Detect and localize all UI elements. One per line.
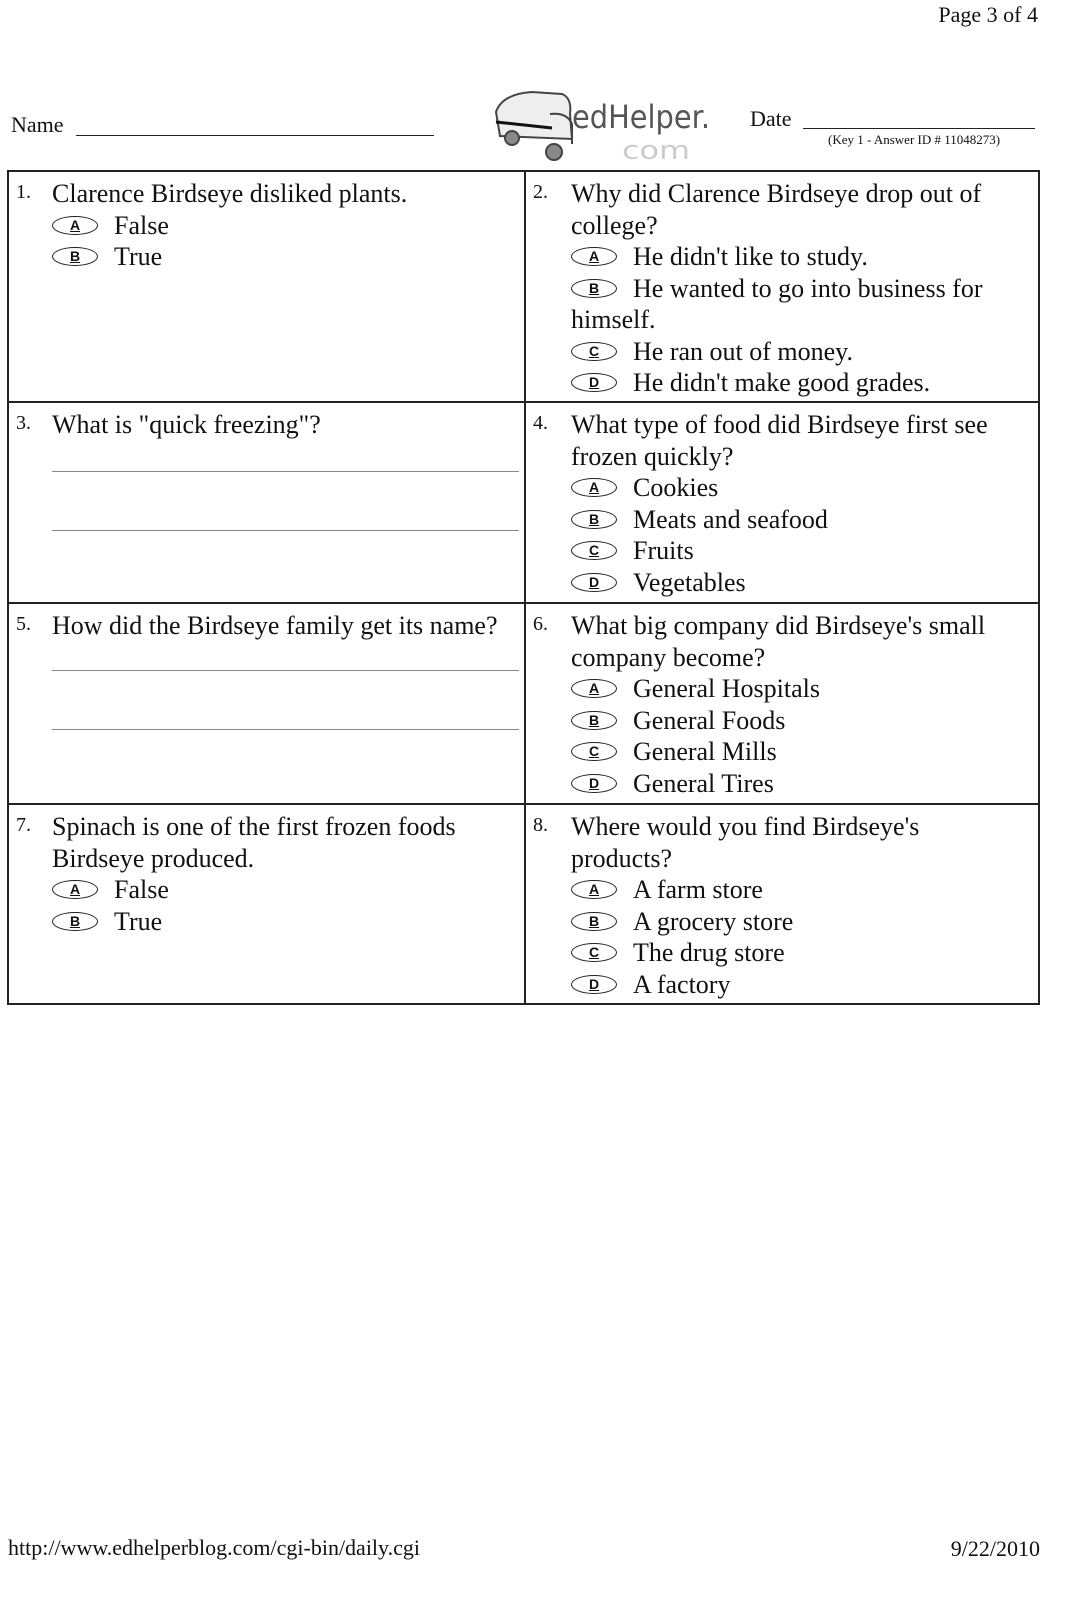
option-text: A farm store [633, 875, 763, 904]
answer-option[interactable] [571, 874, 1024, 906]
answer-bubble[interactable]: C [571, 742, 617, 761]
option-text: Fruits [633, 536, 694, 565]
option-text: He ran out of money. [633, 336, 853, 366]
question-grid [7, 170, 1040, 1005]
answer-option[interactable] [571, 736, 1024, 768]
option-text: A grocery store [633, 906, 794, 936]
answer-bubble[interactable]: A [571, 679, 617, 698]
answer-option[interactable] [571, 768, 1024, 800]
question-cell [9, 403, 526, 604]
answer-bubble[interactable]: A [571, 880, 617, 899]
question-cell [9, 604, 526, 805]
option-text: False [114, 210, 169, 240]
svg-text:edHelper.: edHelper. [572, 98, 710, 136]
answer-line[interactable] [52, 729, 519, 730]
answer-bubble[interactable]: B [571, 711, 617, 730]
option-text: He didn't make good grades. [633, 368, 931, 397]
svg-text:com: com [622, 136, 690, 162]
footer-date: 9/22/2010 [950, 1536, 1040, 1561]
question-text: How did the Birdseye family get its name? [52, 611, 498, 640]
answer-bubble[interactable]: C [571, 541, 617, 560]
answer-bubble[interactable]: C [571, 943, 617, 962]
option-text: He didn't like to study. [633, 242, 868, 271]
date-label: Date [750, 106, 792, 131]
question-cell [526, 604, 1038, 805]
answer-option[interactable] [571, 705, 1024, 737]
answer-bubble[interactable]: B [571, 279, 617, 298]
answer-option[interactable] [571, 673, 1024, 705]
answer-bubble[interactable]: D [571, 975, 617, 994]
question-text: What big company did Birdseye's small company become? [571, 611, 986, 672]
option-text: Vegetables [633, 567, 746, 597]
option-text: General Foods [633, 705, 786, 735]
option-text: Meats and seafood [633, 504, 828, 534]
page-number: Page 3 of 4 [938, 2, 1038, 27]
answer-option[interactable] [571, 336, 1024, 368]
question-number: 7. [16, 814, 31, 836]
question-text: What type of food did Birdseye first see frozen quickly? [571, 410, 988, 471]
question-cell [526, 172, 1038, 403]
answer-option[interactable] [571, 504, 1024, 536]
question-number: 4. [533, 412, 548, 434]
question-cell [526, 805, 1038, 1003]
option-text: He wanted to go into business for himself. [571, 273, 983, 334]
question-text: What is "quick freezing"? [52, 410, 321, 439]
answer-bubble[interactable]: B [571, 510, 617, 529]
footer-url: http://www.edhelperblog.com/cgi-bin/daily.cgi [8, 1535, 420, 1560]
answer-bubble[interactable]: A [571, 478, 617, 497]
answer-bubble[interactable]: B [571, 912, 617, 931]
edhelper-logo [492, 84, 717, 162]
question-number: 5. [16, 613, 31, 635]
question-number: 2. [533, 181, 548, 203]
option-text: A factory [633, 969, 731, 999]
answer-bubble[interactable]: A [571, 247, 617, 266]
answer-bubble[interactable]: D [571, 573, 617, 592]
answer-option[interactable] [571, 273, 1024, 336]
question-number: 6. [533, 613, 548, 635]
option-text: General Hospitals [633, 674, 821, 703]
option-text: False [114, 875, 169, 904]
question-text: Why did Clarence Birdseye drop out of college? [571, 179, 982, 240]
date-field-line[interactable] [803, 128, 1035, 129]
question-number: 1. [16, 181, 31, 203]
answer-bubble[interactable]: B [52, 912, 98, 931]
question-cell [526, 403, 1038, 604]
option-text: True [114, 242, 163, 271]
option-text: True [114, 906, 163, 936]
answer-option[interactable] [52, 241, 510, 273]
question-number: 3. [16, 412, 31, 434]
answer-option[interactable] [571, 906, 1024, 938]
option-text: The drug store [633, 938, 785, 967]
question-number: 8. [533, 814, 548, 836]
answer-option[interactable] [571, 567, 1024, 599]
question-cell [9, 172, 526, 403]
answer-key-id: (Key 1 - Answer ID # 11048273) [828, 132, 1001, 147]
answer-line[interactable] [52, 471, 519, 472]
question-cell [9, 805, 526, 1003]
answer-bubble[interactable]: B [52, 247, 98, 266]
answer-bubble[interactable]: D [571, 774, 617, 793]
answer-bubble[interactable]: C [571, 342, 617, 361]
answer-option[interactable] [52, 210, 510, 242]
question-text: Clarence Birdseye disliked plants. [52, 179, 408, 208]
answer-option[interactable] [571, 937, 1024, 969]
option-text: General Tires [633, 768, 774, 798]
answer-option[interactable] [571, 241, 1024, 273]
name-label: Name [11, 112, 64, 137]
answer-bubble[interactable]: A [52, 880, 98, 899]
answer-option[interactable] [52, 874, 510, 906]
option-text: General Mills [633, 737, 777, 766]
option-text: Cookies [633, 473, 719, 502]
answer-line[interactable] [52, 530, 519, 531]
answer-option[interactable] [571, 472, 1024, 504]
answer-option[interactable] [52, 906, 510, 938]
answer-option[interactable] [571, 367, 1024, 399]
question-text: Spinach is one of the first frozen foods Birdseye produced. [52, 812, 456, 873]
answer-line[interactable] [52, 670, 519, 671]
answer-option[interactable] [571, 969, 1024, 1001]
answer-option[interactable] [571, 535, 1024, 567]
name-field-line[interactable] [76, 135, 434, 136]
answer-bubble[interactable]: A [52, 216, 98, 235]
answer-bubble[interactable]: D [571, 373, 617, 392]
question-text: Where would you find Birdseye's products? [571, 812, 920, 873]
